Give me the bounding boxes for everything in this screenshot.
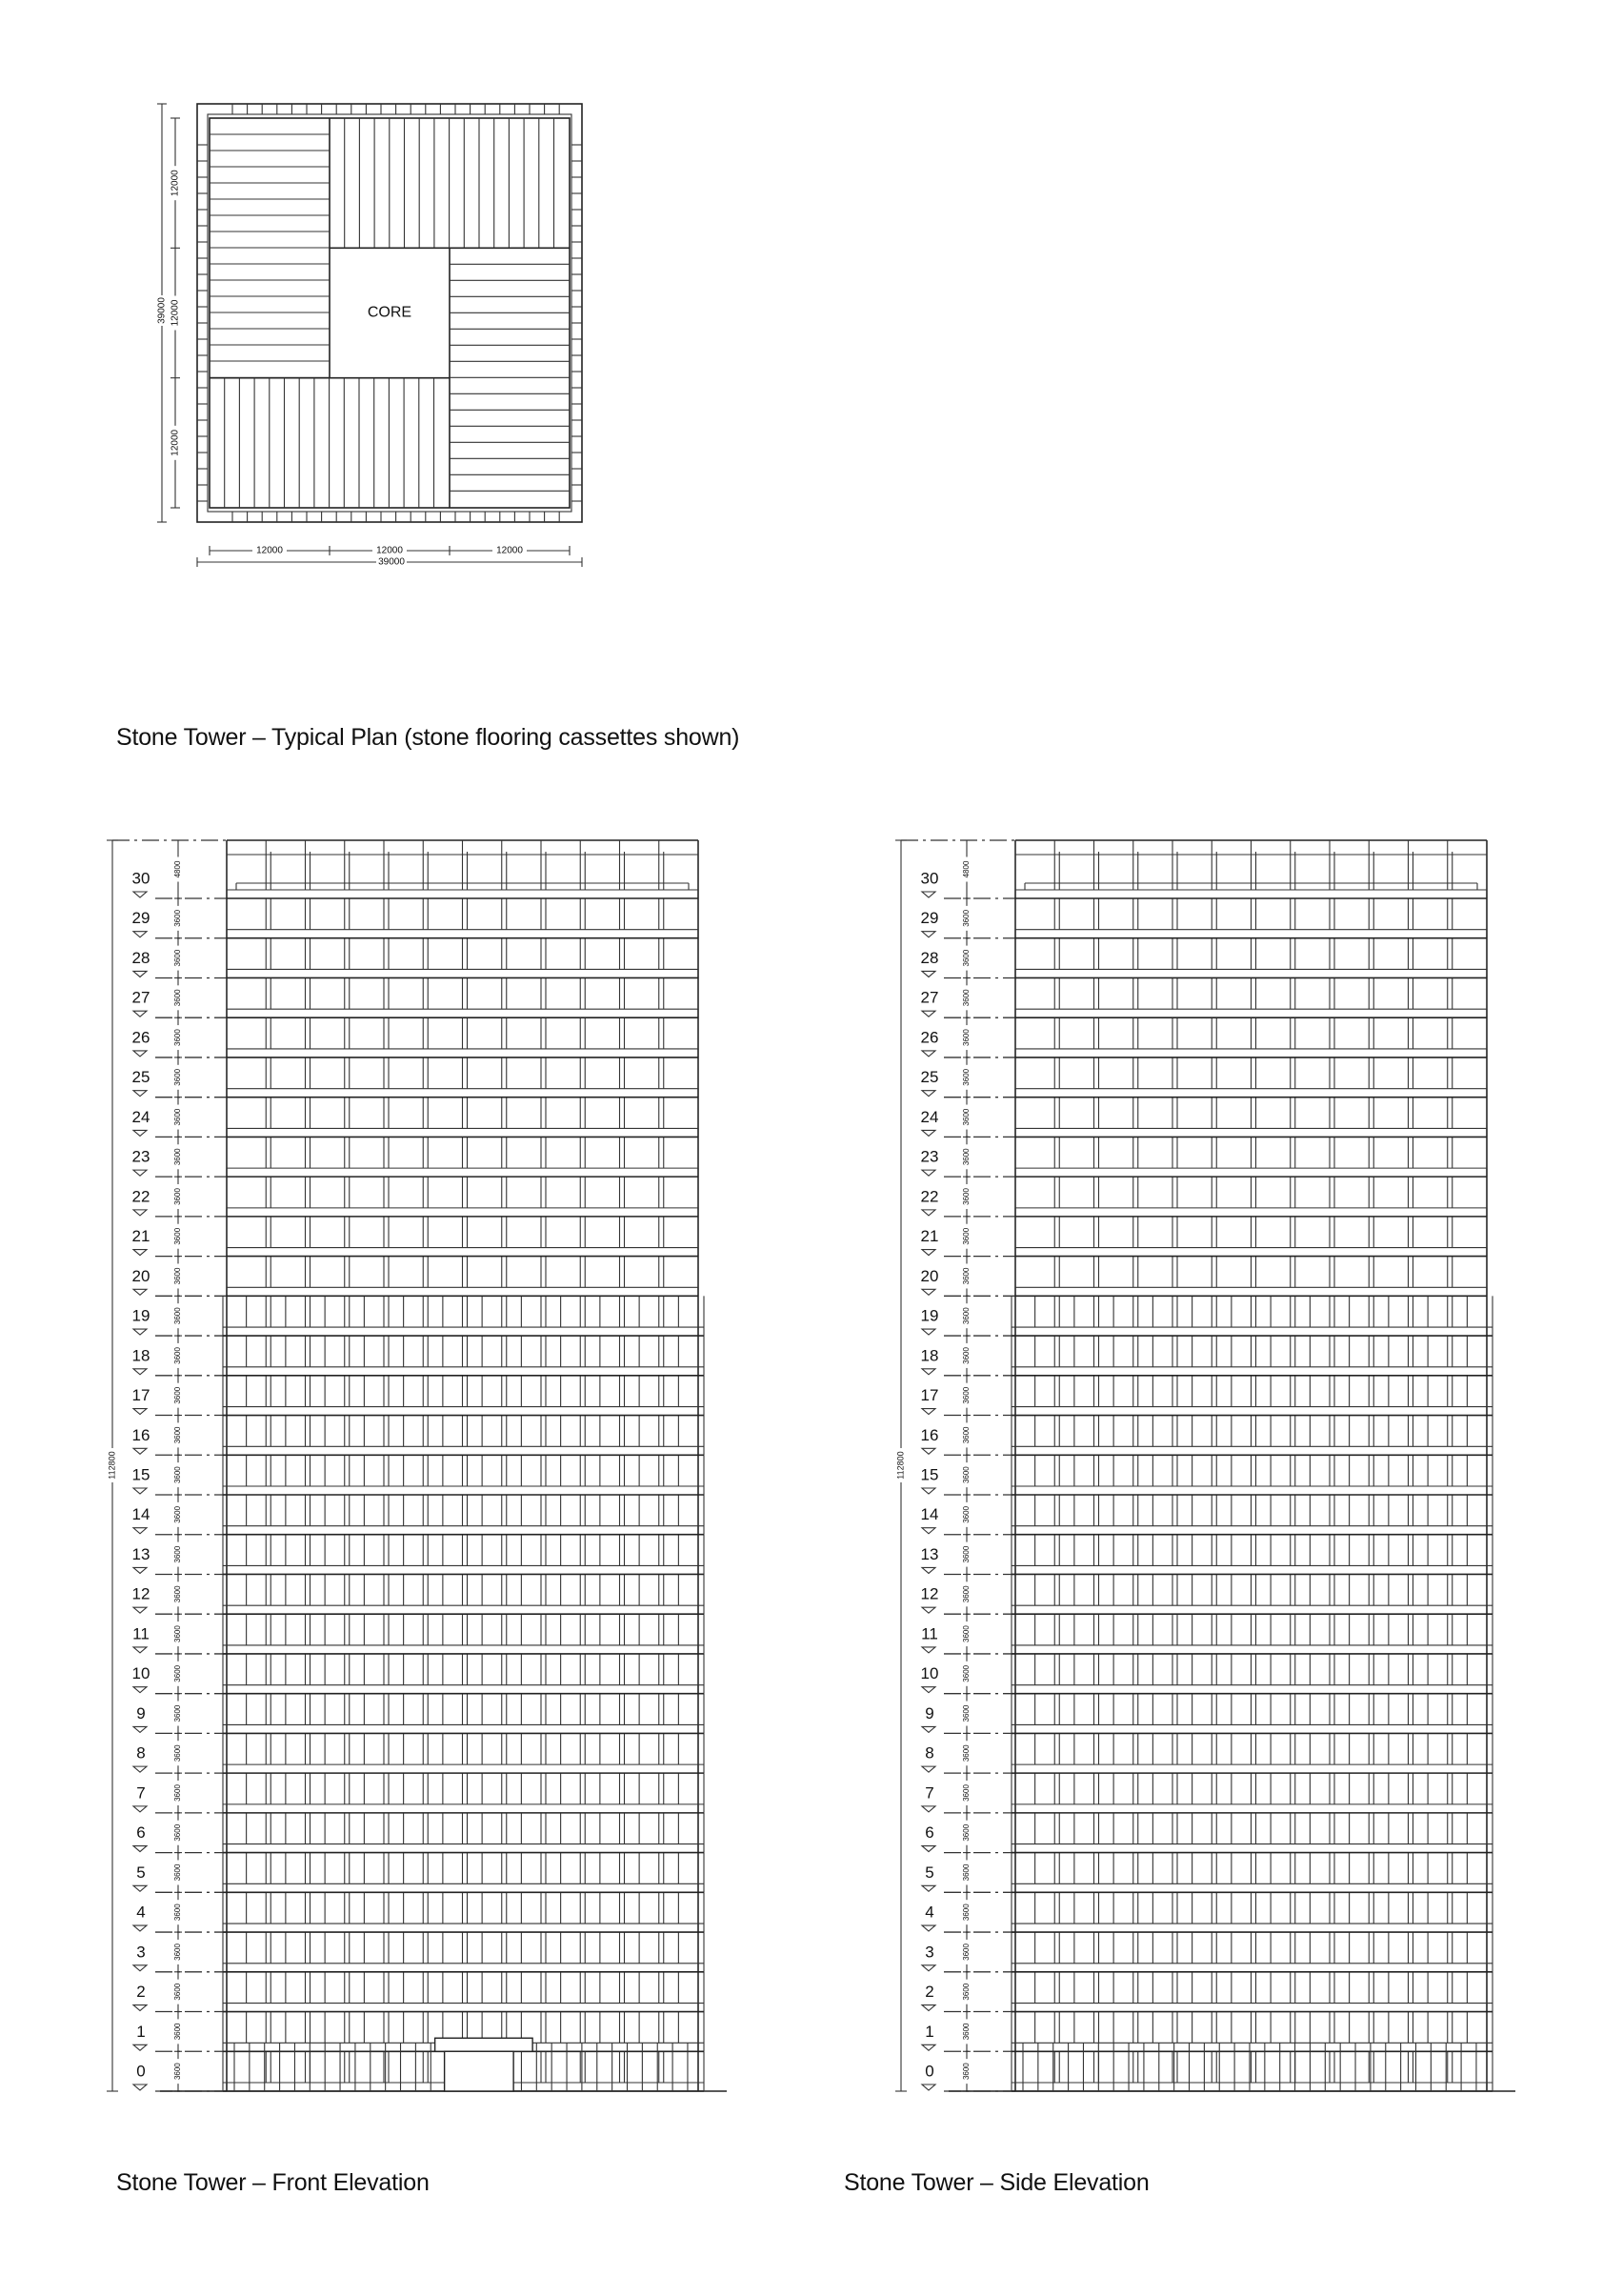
svg-text:3600: 3600 [962, 1863, 972, 1882]
svg-text:3600: 3600 [962, 1585, 972, 1603]
level-label: 22 [920, 1187, 939, 1206]
svg-text:3600: 3600 [173, 989, 183, 1007]
svg-text:3600: 3600 [173, 1505, 183, 1523]
level-label: 22 [131, 1187, 150, 1206]
level-label: 1 [136, 2022, 146, 2041]
svg-text:3600: 3600 [173, 1267, 183, 1285]
svg-text:12000: 12000 [170, 170, 181, 197]
svg-text:3600: 3600 [173, 949, 183, 967]
svg-text:3600: 3600 [962, 1944, 972, 1961]
level-label: 28 [920, 948, 939, 967]
svg-text:3600: 3600 [962, 1347, 972, 1364]
level-label: 7 [136, 1783, 146, 1803]
level-label: 30 [131, 869, 150, 888]
plan-caption: Stone Tower – Typical Plan (stone flooring cassettes shown) [116, 724, 740, 751]
level-label: 21 [131, 1227, 150, 1246]
svg-text:3600: 3600 [173, 1983, 183, 2001]
level-label: 10 [920, 1664, 939, 1683]
level-label: 8 [136, 1743, 146, 1762]
svg-text:3600: 3600 [173, 1704, 183, 1722]
side-elevation-caption: Stone Tower – Side Elevation [844, 2169, 1150, 2196]
level-label: 0 [925, 2062, 934, 2081]
level-label: 12 [131, 1584, 150, 1603]
typical-plan [156, 104, 582, 568]
svg-text:3600: 3600 [962, 1267, 972, 1285]
level-label: 1 [925, 2022, 934, 2041]
level-label: 13 [131, 1544, 150, 1563]
plan-vertical-dimensions [156, 104, 181, 522]
svg-text:12000: 12000 [376, 545, 403, 556]
level-label: 13 [920, 1544, 939, 1563]
level-label: 4 [925, 1903, 934, 1922]
level-label: 7 [925, 1783, 934, 1803]
level-label: 12 [920, 1584, 939, 1603]
front-elevation [107, 840, 727, 2091]
svg-text:3600: 3600 [962, 2063, 972, 2081]
svg-text:3600: 3600 [962, 1188, 972, 1205]
level-label: 28 [131, 948, 150, 967]
svg-text:3600: 3600 [173, 909, 183, 927]
svg-text:12000: 12000 [256, 545, 283, 556]
svg-text:3600: 3600 [962, 989, 972, 1007]
svg-text:3600: 3600 [173, 1823, 183, 1842]
level-label: 29 [131, 909, 150, 928]
svg-text:3600: 3600 [173, 1545, 183, 1563]
level-label: 18 [920, 1346, 939, 1365]
level-label: 26 [131, 1028, 150, 1047]
level-label: 24 [920, 1107, 939, 1126]
side-elevation [895, 840, 1515, 2091]
level-label: 20 [920, 1266, 939, 1285]
level-label: 23 [131, 1147, 150, 1166]
svg-text:3600: 3600 [173, 1863, 183, 1882]
level-label: 25 [131, 1068, 150, 1087]
svg-text:3600: 3600 [962, 1625, 972, 1642]
svg-text:3600: 3600 [173, 1227, 183, 1245]
svg-text:3600: 3600 [962, 1784, 972, 1802]
front-elevation-caption: Stone Tower – Front Elevation [116, 2169, 430, 2196]
svg-text:3600: 3600 [173, 1744, 183, 1762]
svg-text:3600: 3600 [962, 1227, 972, 1245]
level-label: 27 [920, 988, 939, 1007]
level-label: 6 [136, 1823, 146, 1843]
level-label: 5 [136, 1863, 146, 1882]
svg-text:3600: 3600 [173, 1903, 183, 1922]
level-label: 16 [920, 1425, 939, 1444]
level-label: 10 [131, 1664, 150, 1683]
level-label: 14 [920, 1505, 939, 1524]
svg-text:3600: 3600 [173, 1068, 183, 1086]
level-label: 3 [136, 1943, 146, 1962]
level-label: 25 [920, 1068, 939, 1087]
level-label: 6 [925, 1823, 934, 1843]
level-label: 2 [925, 1983, 934, 2002]
level-label: 18 [131, 1346, 150, 1365]
svg-text:3600: 3600 [962, 1545, 972, 1563]
svg-text:3600: 3600 [173, 1029, 183, 1046]
svg-text:3600: 3600 [173, 1188, 183, 1205]
svg-text:3600: 3600 [173, 1148, 183, 1166]
svg-text:3600: 3600 [962, 949, 972, 967]
level-label: 14 [131, 1505, 150, 1524]
svg-text:3600: 3600 [962, 1108, 972, 1126]
svg-text:3600: 3600 [173, 1108, 183, 1126]
plan-horizontal-dimensions [197, 545, 582, 568]
level-label: 4 [136, 1903, 146, 1922]
svg-text:4800: 4800 [962, 860, 972, 878]
level-label: 21 [920, 1227, 939, 1246]
svg-text:3600: 3600 [962, 1466, 972, 1484]
svg-text:12000: 12000 [170, 299, 181, 327]
svg-text:3600: 3600 [173, 1347, 183, 1364]
svg-text:3600: 3600 [962, 1505, 972, 1523]
svg-text:39000: 39000 [156, 297, 168, 324]
svg-text:3600: 3600 [962, 1068, 972, 1086]
svg-text:3600: 3600 [173, 2023, 183, 2041]
svg-text:3600: 3600 [962, 1386, 972, 1404]
svg-text:3600: 3600 [173, 1426, 183, 1444]
svg-text:3600: 3600 [962, 1983, 972, 2001]
svg-text:112800: 112800 [107, 1451, 117, 1480]
svg-text:3600: 3600 [962, 2023, 972, 2041]
core-label: CORE [367, 304, 412, 321]
svg-text:3600: 3600 [962, 1029, 972, 1046]
svg-text:3600: 3600 [173, 1307, 183, 1325]
svg-text:3600: 3600 [173, 1625, 183, 1642]
level-label: 11 [921, 1624, 938, 1643]
level-label: 24 [131, 1107, 150, 1126]
level-label: 27 [131, 988, 150, 1007]
svg-text:3600: 3600 [962, 1903, 972, 1922]
level-label: 19 [920, 1306, 939, 1325]
level-label: 23 [920, 1147, 939, 1166]
level-label: 9 [136, 1703, 146, 1722]
entrance-door [435, 2038, 533, 2091]
level-label: 8 [925, 1743, 934, 1762]
svg-text:3600: 3600 [962, 1704, 972, 1722]
svg-text:3600: 3600 [962, 1823, 972, 1842]
svg-text:3600: 3600 [173, 2063, 183, 2081]
level-label: 17 [920, 1386, 939, 1405]
facade [949, 840, 1515, 2091]
level-label: 11 [132, 1624, 150, 1643]
level-label: 19 [131, 1306, 150, 1325]
level-label: 15 [131, 1465, 150, 1484]
level-label: 9 [925, 1703, 934, 1722]
level-label: 3 [925, 1943, 934, 1962]
level-label: 0 [136, 2062, 146, 2081]
svg-text:39000: 39000 [378, 556, 405, 568]
level-label: 5 [925, 1863, 934, 1882]
svg-text:3600: 3600 [962, 1744, 972, 1762]
svg-text:3600: 3600 [962, 1426, 972, 1444]
level-label: 20 [131, 1266, 150, 1285]
level-label: 30 [920, 869, 939, 888]
level-label: 29 [920, 909, 939, 928]
level-label: 16 [131, 1425, 150, 1444]
svg-text:3600: 3600 [173, 1585, 183, 1603]
facade [160, 840, 727, 2091]
svg-text:3600: 3600 [173, 1386, 183, 1404]
svg-text:3600: 3600 [173, 1466, 183, 1484]
svg-text:3600: 3600 [962, 1307, 972, 1325]
svg-text:112800: 112800 [895, 1451, 906, 1480]
svg-text:12000: 12000 [496, 545, 523, 556]
svg-text:3600: 3600 [173, 1664, 183, 1682]
level-label: 17 [131, 1386, 150, 1405]
level-label: 15 [920, 1465, 939, 1484]
svg-text:3600: 3600 [962, 1148, 972, 1166]
level-label: 26 [920, 1028, 939, 1047]
svg-text:12000: 12000 [170, 429, 181, 456]
svg-text:3600: 3600 [962, 1664, 972, 1682]
svg-text:3600: 3600 [962, 909, 972, 927]
svg-text:3600: 3600 [173, 1784, 183, 1802]
svg-text:4800: 4800 [173, 860, 183, 878]
svg-text:3600: 3600 [173, 1944, 183, 1961]
level-label: 2 [136, 1983, 146, 2002]
